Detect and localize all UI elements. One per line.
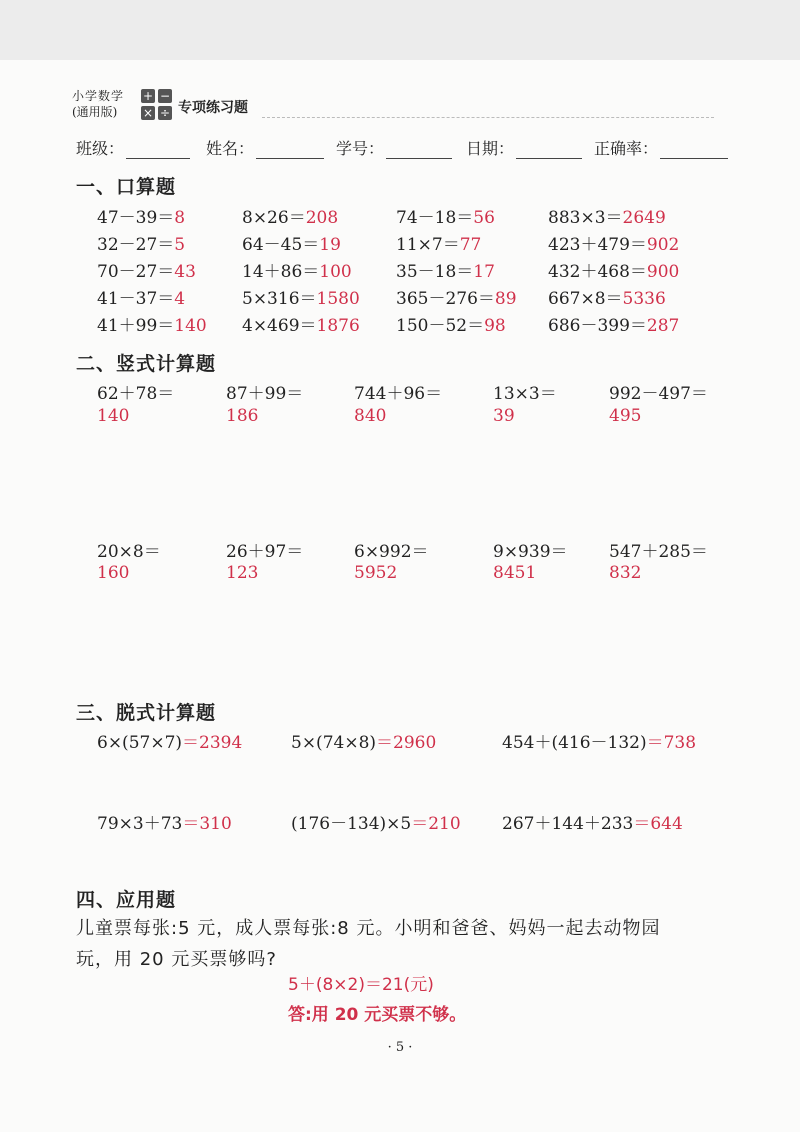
student-id-label: 学号： <box>336 139 385 158</box>
vertical-answer: 832 <box>609 563 642 583</box>
oral-section-title: 一、口算题 <box>76 176 177 198</box>
answer: 19 <box>319 235 341 255</box>
problem-text: 70－27＝ <box>97 262 175 282</box>
answer: 56 <box>473 208 495 228</box>
problem-text: 41＋99＝ <box>97 316 175 336</box>
student-id-field <box>336 136 452 159</box>
answer: 900 <box>646 262 680 282</box>
problem-text: 365－276＝ <box>396 289 495 309</box>
vertical-answer: 5952 <box>354 563 398 583</box>
problem-text: 5×(74×8) <box>291 733 377 753</box>
vertical-problem: 62＋78＝ <box>97 384 175 404</box>
header-divider <box>262 117 714 118</box>
oral-problem <box>548 230 679 255</box>
oral-problem <box>242 257 352 282</box>
problem-text: 6×(57×7) <box>97 733 183 753</box>
stepwise-problem <box>502 809 683 834</box>
stepwise-problem <box>291 728 436 753</box>
vertical-answer: 495 <box>609 406 642 426</box>
brand-title: 小学数学 <box>72 89 125 103</box>
application-question-line: 儿童票每张:5 元，成人票每张:8 元。小明和爸爸、妈妈一起去动物园 <box>76 918 661 939</box>
vertical-problem: 744＋96＝ <box>354 384 443 404</box>
application-section-title: 四、应用题 <box>76 889 177 911</box>
accuracy-blank[interactable] <box>660 140 728 159</box>
oral-problem <box>242 284 360 309</box>
answer: 5 <box>174 235 186 255</box>
divide-icon: ÷ <box>159 106 171 120</box>
minus-icon: − <box>159 89 171 103</box>
oral-problem <box>548 311 679 336</box>
answer: 140 <box>174 316 207 336</box>
problem-text: 35－18＝ <box>396 262 474 282</box>
problem-text: 432＋468＝ <box>548 262 647 282</box>
student-id-blank[interactable] <box>386 140 452 159</box>
problem-text: 883×3＝ <box>548 208 623 228</box>
problem-text: 667×8＝ <box>548 289 623 309</box>
answer: ＝644 <box>633 814 683 834</box>
application-answer-conclusion: 答:用 20 元买票不够。 <box>288 1005 467 1025</box>
problem-text: 8×26＝ <box>242 208 306 228</box>
oral-problem <box>242 203 338 228</box>
date-label: 日期： <box>466 139 515 158</box>
answer: 100 <box>319 262 352 282</box>
problem-text: 32－27＝ <box>97 235 175 255</box>
application-answer-calc: 5＋(8×2)＝21(元) <box>288 975 434 995</box>
application-question-line: 玩，用 20 元买票够吗? <box>76 949 277 970</box>
vertical-problem: 992－497＝ <box>609 384 708 404</box>
problem-text: 47－39＝ <box>97 208 175 228</box>
accuracy-label: 正确率： <box>594 139 659 158</box>
answer: 1580 <box>316 289 360 309</box>
name-blank[interactable] <box>256 140 324 159</box>
series-title: 专项练习题 <box>178 100 248 116</box>
oral-problem <box>97 257 196 282</box>
vertical-answer: 123 <box>226 563 259 583</box>
answer: 8 <box>174 208 186 228</box>
vertical-answer: 186 <box>226 406 259 426</box>
vertical-answer: 39 <box>493 406 515 426</box>
vertical-problem: 20×8＝ <box>97 542 161 562</box>
name-label: 姓名： <box>206 139 255 158</box>
problem-text: 11×7＝ <box>396 235 460 255</box>
problem-text: 14＋86＝ <box>242 262 320 282</box>
problem-text: 79×3＋73 <box>97 814 183 834</box>
answer: ＝310 <box>182 814 232 834</box>
problem-text: 423＋479＝ <box>548 235 647 255</box>
answer: ＝210 <box>411 814 461 834</box>
answer: 5336 <box>622 289 666 309</box>
problem-text: 454＋(416－132) <box>502 733 647 753</box>
oral-problem <box>396 284 517 309</box>
class-field <box>76 136 190 159</box>
times-icon: × <box>142 106 154 120</box>
oral-problem <box>396 311 506 336</box>
problem-text: 64－45＝ <box>242 235 320 255</box>
vertical-problem: 13×3＝ <box>493 384 557 404</box>
vertical-problem: 87＋99＝ <box>226 384 304 404</box>
top-background <box>0 0 800 60</box>
vertical-answer: 8451 <box>493 563 537 583</box>
oral-problem <box>548 203 666 228</box>
problem-text: 5×316＝ <box>242 289 317 309</box>
vertical-answer: 140 <box>97 406 130 426</box>
class-label: 班级： <box>76 139 125 158</box>
brand-subtitle: (通用版) <box>72 105 118 119</box>
answer: 77 <box>459 235 482 255</box>
answer: ＝2960 <box>376 733 437 753</box>
answer: ＝2394 <box>182 733 243 753</box>
problem-text: 4×469＝ <box>242 316 317 336</box>
vertical-answer: 160 <box>97 563 130 583</box>
answer: 287 <box>646 316 680 336</box>
stepwise-problem <box>291 809 461 834</box>
problem-text: 74－18＝ <box>396 208 474 228</box>
oral-problem <box>548 284 666 309</box>
vertical-problem: 9×939＝ <box>493 542 568 562</box>
answer: 2649 <box>622 208 666 228</box>
answer: 98 <box>484 316 506 336</box>
answer: ＝738 <box>646 733 697 753</box>
answer: 4 <box>174 289 186 309</box>
date-blank[interactable] <box>516 140 582 159</box>
stepwise-problem <box>502 728 696 753</box>
oral-problem <box>97 311 207 336</box>
answer: 17 <box>473 262 495 282</box>
oral-problem <box>396 257 495 282</box>
vertical-problem: 6×992＝ <box>354 542 429 562</box>
oral-problem <box>97 284 185 309</box>
problem-text: 150－52＝ <box>396 316 485 336</box>
stepwise-problem <box>97 809 232 834</box>
answer: 902 <box>646 235 680 255</box>
answer: 208 <box>305 208 339 228</box>
plus-icon: + <box>142 89 154 103</box>
problem-text: 41－37＝ <box>97 289 175 309</box>
oral-problem <box>396 203 495 228</box>
page-number: · 5 · <box>387 1040 413 1055</box>
oral-problem <box>242 311 360 336</box>
answer: 1876 <box>316 316 360 336</box>
stepwise-problem <box>97 728 242 753</box>
class-blank[interactable] <box>126 140 190 159</box>
vertical-problem: 26＋97＝ <box>226 542 304 562</box>
vertical-answer: 840 <box>354 406 387 426</box>
answer: 89 <box>494 289 517 309</box>
problem-text: 267＋144＋233 <box>502 814 634 834</box>
oral-problem <box>548 257 679 282</box>
oral-problem <box>396 230 481 255</box>
oral-problem <box>97 230 185 255</box>
answer: 43 <box>174 262 196 282</box>
problem-text: (176－134)×5 <box>291 814 412 834</box>
accuracy-field <box>594 136 728 159</box>
stepwise-section-title: 三、脱式计算题 <box>76 702 217 724</box>
oral-problem <box>97 203 185 228</box>
problem-text: 686－399＝ <box>548 316 647 336</box>
oral-problem <box>242 230 341 255</box>
vertical-problem: 547＋285＝ <box>609 542 708 562</box>
name-field <box>206 136 324 159</box>
vertical-section-title: 二、竖式计算题 <box>76 353 217 375</box>
operations-icon <box>141 89 173 121</box>
date-field <box>466 136 582 159</box>
